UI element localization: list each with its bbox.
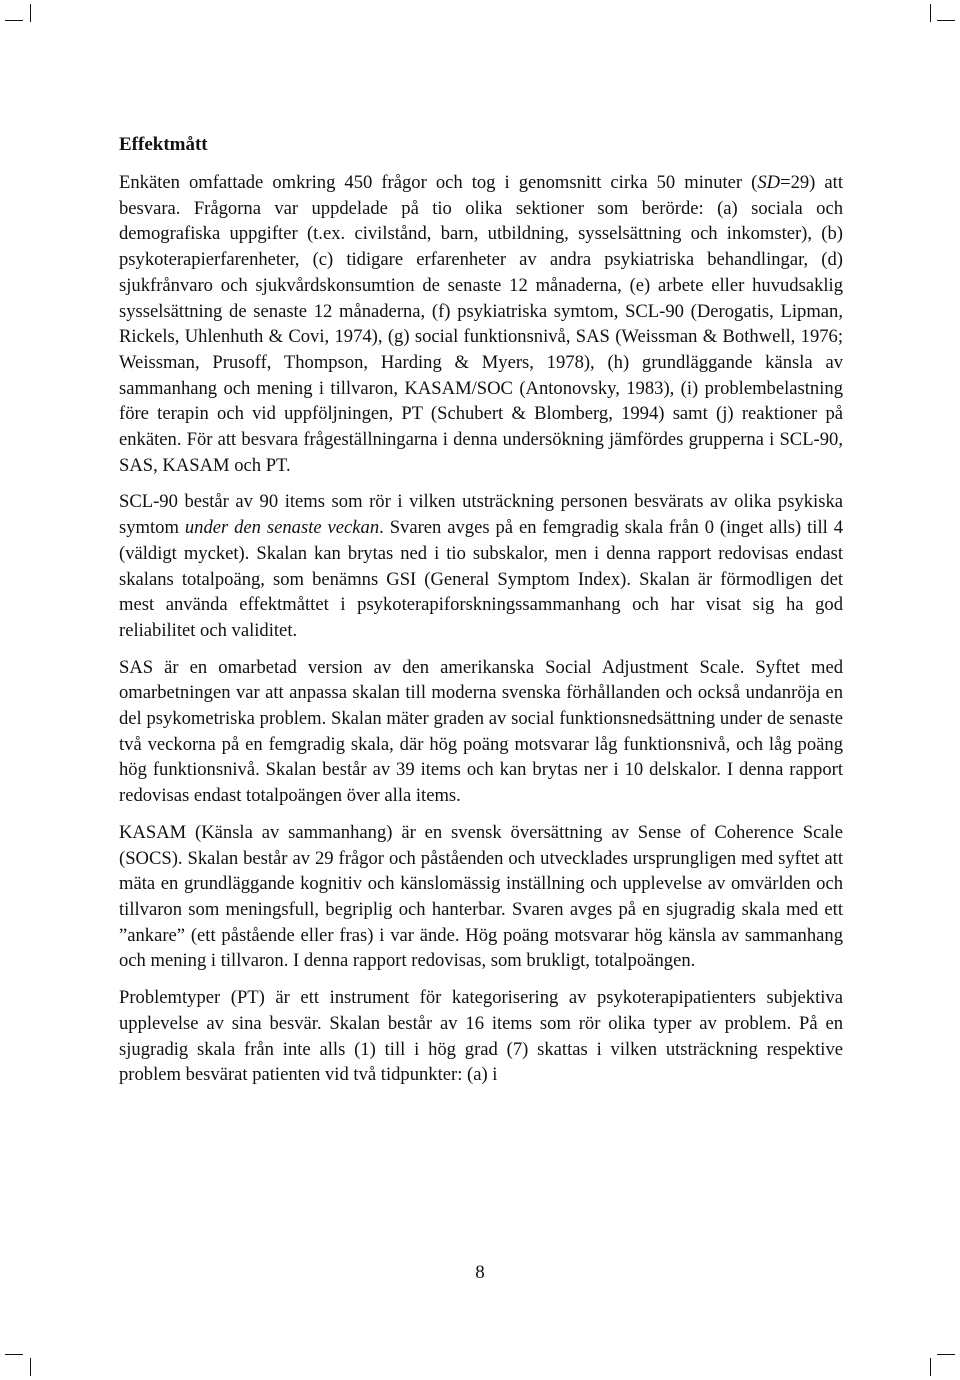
- crop-mark-bottom-left-v: [30, 1358, 31, 1376]
- crop-mark-bottom-right-v: [930, 1358, 931, 1376]
- text-segment-italic: under den senaste veckan: [184, 517, 380, 539]
- text-segment-italic: SD: [757, 172, 781, 193]
- paragraph-sas: [119, 655, 843, 809]
- paragraph-problemtyper: [119, 985, 843, 1088]
- text-segment: =29) att besvara. Frågorna var uppdelade på tio olika sektioner som berörde: (a) sociala och demografiska uppgifter (t.ex. civilstånd, barn, utbildning, sysselsättning och inkomster), (b) psykoterapierfarenheter, (c) tidigare erfarenheter av andra psykiatriska behandlingar, (d) sjukfrånvaro och sjukvårdskonsumtion de senaste 12 månaderna, (e) arbete eller huvudsaklig sysselsättning de senaste 12 månaderna, (f) psykiatriska symtom, SCL-90 (Derogatis, Lipman, Rickels, Uhlenhuth & Covi, 1974), (g) social funktionsnivå, SAS (Weissman & Bothwell, 1976; Weissman, Prusoff, Thompson, Harding & Myers, 1978), (h) grundläggande känsla av sammanhang och mening i tillvaron, KASAM/SOC (Antonovsky, 1983), (i) problembelastning före terapin och vid uppföljningen, PT (Schubert & Blomberg, 1994) samt (j) reaktioner på enkäten. För att besvara frågeställningarna i denna undersökning jämfördes grupperna i SCL-90, SAS, KASAM och PT.: [119, 172, 843, 476]
- page-number: 8: [475, 1262, 485, 1283]
- text-segment: Enkäten omfattade omkring 450 frågor och tog i genomsnitt cirka 50 minuter (: [119, 172, 758, 193]
- section-heading: Effektmått: [119, 134, 208, 155]
- crop-mark-top-left-v: [30, 4, 31, 22]
- text-segment: SAS är en omarbetad version av den amerikanska Social Adjustment Scale. Syftet med omarbetningen var att anpassa skalan till moderna svenska förhållanden och också undanröja en del psykometriska problem. Skalan mäter graden av social funktionsnedsättning under de senaste två veckorna på en femgradig skala, där hög poäng motsvarar låg funktionsnivå, och låg poäng hög funktionsnivå. Skalan består av 39 items och kan brytas ner i 10 delskalor. I denna rapport redovisas endast totalpoängen över alla items.: [119, 656, 843, 807]
- text-segment: . Svaren avges på en femgradig skala från 0 (inget alls) till 4 (väldigt mycket). Skalan kan brytas ned i tio subskalor, men i denna rapport redovisas endast skalans totalpoäng, som benämns GSI (General Symptom Index). Skalan är förmodligen det mest använda effektmåttet i psykoterapiforskningssammanhang och har visat sig ha god reliabilitet och validitet.: [119, 517, 844, 641]
- crop-mark-bottom-left-h: [5, 1354, 23, 1355]
- text-segment: KASAM (Känsla av sammanhang) är en svensk översättning av Sense of Coherence Scale (SOCS). Skalan består av 29 frågor och påståenden och utvecklades ursprungligen med syftet att mäta en grundläggande kognitiv och känslomässig inställning och upplevelse av omvärlden och tillvaron som meningsfull, begriplig och hanterbar. Svaren avges på en sjugradig skala med ett ”ankare” (ett påstående eller fras) i var ände. Hög poäng motsvarar hög känsla av sammanhang och mening i tillvaron. I denna rapport redovisas, som brukligt, totalpoängen.: [119, 821, 843, 972]
- paragraph-effektmatt-intro: [119, 170, 843, 478]
- text-segment: SCL-90 består av 90 items som rör i vilken utsträckning personen besvärats av olika psykiska symtom: [119, 491, 843, 539]
- paragraph-scl90: [119, 489, 843, 643]
- page-content: [119, 132, 843, 1099]
- crop-mark-top-right-h: [937, 20, 955, 21]
- text-segment: Problemtyper (PT) är ett instrument för kategorisering av psykoterapipatienters subjektiva upplevelse av sina besvär. Skalan består av 16 items som rör olika typer av problem. På en sjugradig skala från inte alls (1) till i hög grad (7) skattas i vilken utsträckning respektive problem besvärat patienten vid två tidpunkter: (a) i: [119, 987, 843, 1086]
- crop-mark-top-right-v: [930, 4, 931, 22]
- paragraph-kasam: [119, 820, 843, 974]
- crop-mark-top-left-h: [5, 20, 23, 21]
- crop-mark-bottom-right-h: [937, 1354, 955, 1355]
